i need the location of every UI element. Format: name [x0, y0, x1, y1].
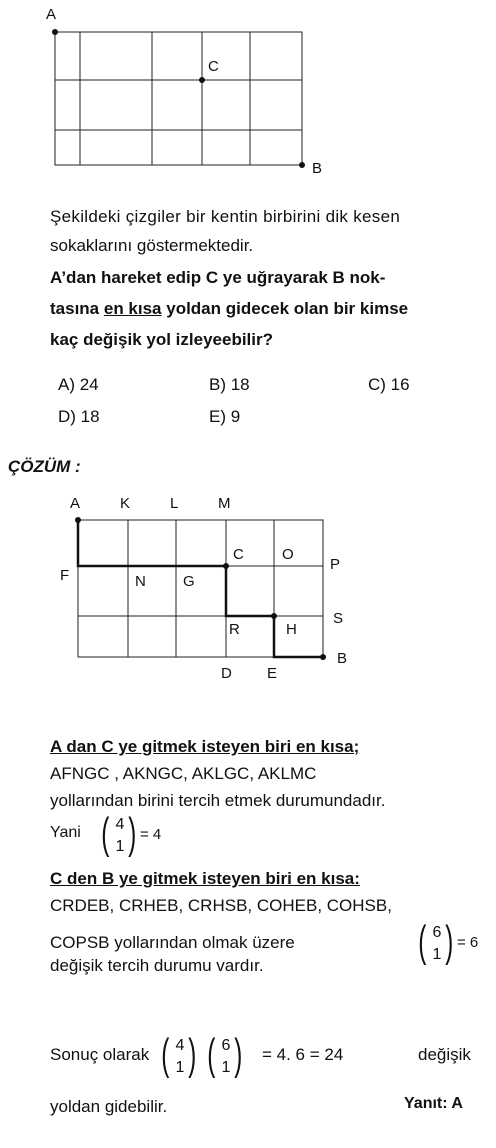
question-line-3: kaç değişik yol izleyeebilir? [50, 330, 273, 349]
label2-s: S [333, 610, 344, 627]
label-a: A [46, 6, 57, 23]
label2-e: E [267, 665, 278, 682]
yani-label: Yani [50, 824, 81, 841]
solution-heading-2: C den B ye gitmek isteyen biri en kısa: [50, 869, 360, 888]
equals-6: = 6 [457, 934, 479, 951]
result-equation: = 4. 6 = 24 [262, 1045, 344, 1064]
label2-r: R [229, 621, 240, 638]
point-c [199, 77, 205, 83]
label2-c: C [233, 546, 244, 563]
label2-m: M [218, 495, 231, 512]
point-h-2 [271, 613, 277, 619]
degisik-word: değişik [418, 1045, 471, 1064]
answer-label: Yanıt: A [404, 1095, 463, 1112]
binomial-4-1-b: ( 4 1 ) [161, 1030, 197, 1079]
point-b [299, 162, 305, 168]
grid-figure-2 [0, 490, 496, 690]
sonuc-label: Sonuç olarak [50, 1045, 150, 1064]
binomial-6-1: ( 6 1 ) [418, 917, 454, 966]
label2-b: B [337, 650, 348, 667]
binomial-4-1: ( 4 1 ) [101, 809, 137, 858]
solution-heading: ÇÖZÜM : [8, 457, 81, 476]
point-a-2 [75, 517, 81, 523]
paths-c-to-b: CRDEB, CRHEB, CRHSB, COHEB, COHSB, [50, 896, 392, 915]
problem-line-1: Şekildeki çizgiler bir kentin birbirini dik kesen [50, 207, 401, 226]
solution-text-2b: değişik tercih durumu vardır. [50, 956, 264, 975]
label2-f: F [60, 567, 70, 584]
option-a: A) 24 [58, 375, 99, 394]
solution-heading-1: A dan C ye gitmek isteyen biri en kısa; [50, 737, 360, 756]
option-d: D) 18 [58, 407, 100, 426]
point-c-2 [223, 563, 229, 569]
solution-text-2a: COPSB yollarından olmak üzere [50, 933, 295, 952]
label2-a: A [70, 495, 81, 512]
solution-text-1: yollarından birini tercih etmek durumundadır. [50, 791, 386, 810]
label2-h: H [286, 621, 297, 638]
question-line-1: A’dan hareket edip C ye uğrayarak B nok- [50, 268, 386, 287]
problem-line-2: sokaklarını göstermektedir. [50, 236, 254, 255]
point-b-2 [320, 654, 326, 660]
paths-a-to-c: AFNGC , AKNGC, AKLGC, AKLMC [50, 764, 317, 783]
last-line: yoldan gidebilir. [50, 1097, 168, 1116]
underlined-en-kisa: en kısa [103, 299, 162, 318]
label-b: B [312, 160, 323, 177]
binomial-6-1-b: ( 6 1 ) [207, 1030, 243, 1079]
label2-d: D [221, 665, 232, 682]
label2-g: G [183, 573, 195, 590]
label2-n: N [135, 573, 146, 590]
option-b: B) 18 [209, 375, 250, 394]
path-a-f-c [78, 520, 226, 566]
label2-o: O [282, 546, 294, 563]
point-a [52, 29, 58, 35]
question-line-2: tasına en kısa yoldan gidecek olan bir kimse [50, 299, 409, 318]
label2-k: K [120, 495, 131, 512]
grid-figure-1 [0, 0, 496, 200]
option-e: E) 9 [209, 407, 241, 426]
equals-4: = 4 [140, 826, 162, 843]
label-c: C [208, 58, 219, 75]
option-c: C) 16 [368, 375, 410, 394]
label2-l: L [170, 495, 179, 512]
label2-p: P [330, 556, 341, 573]
